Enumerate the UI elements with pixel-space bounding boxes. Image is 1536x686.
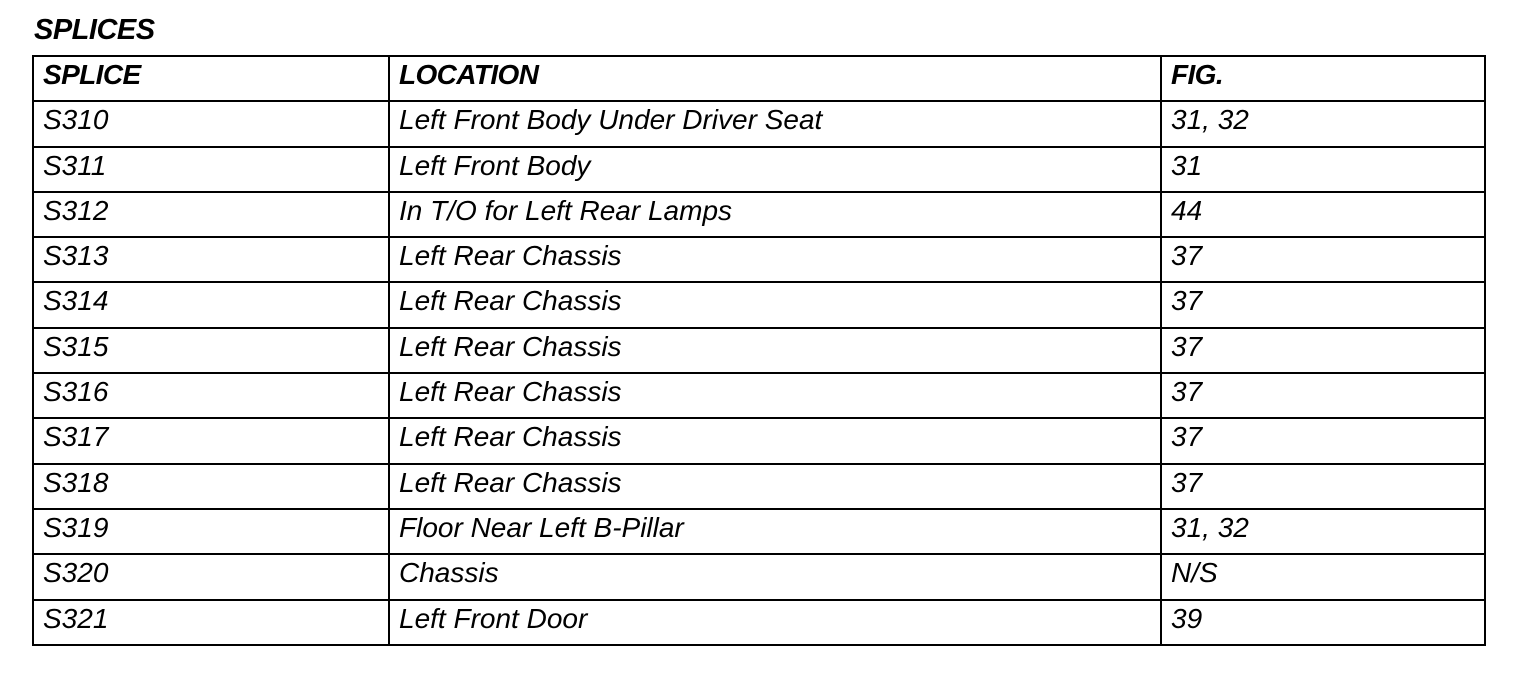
column-header-splice: SPLICE <box>33 56 389 101</box>
splice-cell: S317 <box>33 418 389 463</box>
column-header-fig: FIG. <box>1161 56 1485 101</box>
fig-cell: 37 <box>1161 373 1485 418</box>
location-cell: Left Rear Chassis <box>389 282 1161 327</box>
fig-cell: 44 <box>1161 192 1485 237</box>
fig-cell: N/S <box>1161 554 1485 599</box>
fig-cell: 37 <box>1161 237 1485 282</box>
table-row <box>33 600 1485 645</box>
table-row <box>33 282 1485 327</box>
table-row <box>33 192 1485 237</box>
location-cell: Left Rear Chassis <box>389 418 1161 463</box>
splice-cell: S320 <box>33 554 389 599</box>
page-title: SPLICES <box>34 14 155 46</box>
splice-cell: S318 <box>33 464 389 509</box>
table-row <box>33 509 1485 554</box>
location-cell: Left Rear Chassis <box>389 464 1161 509</box>
location-cell: In T/O for Left Rear Lamps <box>389 192 1161 237</box>
location-cell: Chassis <box>389 554 1161 599</box>
table-row <box>33 554 1485 599</box>
table-row <box>33 237 1485 282</box>
table-row <box>33 464 1485 509</box>
column-header-location: LOCATION <box>389 56 1161 101</box>
splice-cell: S315 <box>33 328 389 373</box>
fig-cell: 39 <box>1161 600 1485 645</box>
table-row <box>33 328 1485 373</box>
location-cell: Floor Near Left B-Pillar <box>389 509 1161 554</box>
fig-cell: 31, 32 <box>1161 101 1485 146</box>
fig-cell: 37 <box>1161 418 1485 463</box>
splice-cell: S316 <box>33 373 389 418</box>
splice-cell: S313 <box>33 237 389 282</box>
location-cell: Left Front Door <box>389 600 1161 645</box>
location-cell: Left Rear Chassis <box>389 328 1161 373</box>
location-cell: Left Front Body Under Driver Seat <box>389 101 1161 146</box>
fig-cell: 31 <box>1161 147 1485 192</box>
location-cell: Left Front Body <box>389 147 1161 192</box>
fig-cell: 37 <box>1161 328 1485 373</box>
splice-cell: S311 <box>33 147 389 192</box>
location-cell: Left Rear Chassis <box>389 237 1161 282</box>
table-row <box>33 373 1485 418</box>
fig-cell: 31, 32 <box>1161 509 1485 554</box>
splices-table <box>32 55 1486 646</box>
table-header-row <box>33 56 1485 101</box>
table-row <box>33 418 1485 463</box>
splice-cell: S310 <box>33 101 389 146</box>
table-row <box>33 147 1485 192</box>
table-row <box>33 101 1485 146</box>
fig-cell: 37 <box>1161 464 1485 509</box>
splice-cell: S312 <box>33 192 389 237</box>
location-cell: Left Rear Chassis <box>389 373 1161 418</box>
splice-cell: S314 <box>33 282 389 327</box>
fig-cell: 37 <box>1161 282 1485 327</box>
splice-cell: S319 <box>33 509 389 554</box>
splice-cell: S321 <box>33 600 389 645</box>
